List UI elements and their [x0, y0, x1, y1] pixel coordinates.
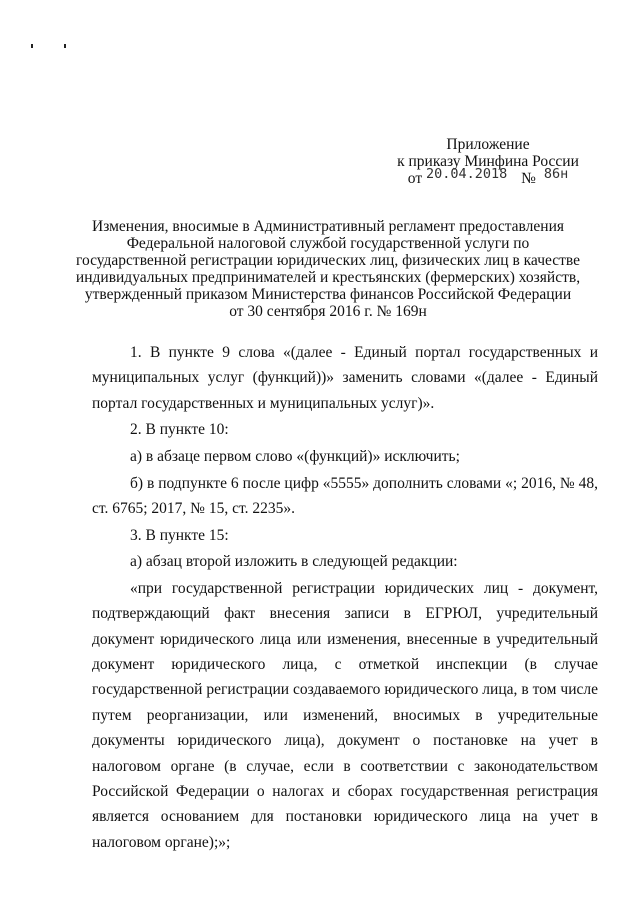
title-line: Федеральной налоговой службой государственной услуги по: [126, 235, 530, 252]
number-sign: №: [521, 170, 536, 187]
item-2-subitem-a: а) в абзаце первом слово «(функций)» исключить;: [130, 448, 460, 465]
title-line: Изменения, вносимые в Административный регламент предоставления: [92, 218, 564, 235]
title-line: индивидуальных предпринимателей и крестьянских (фермерских) хозяйств,: [75, 269, 581, 286]
item-1-paragraph: 1. В пункте 9 слова «(далее - Единый портал государственных и муниципальных услуг (функций))» заменить словами «(далее - Единый портал государственных и муниципальных услуг)».: [92, 344, 598, 412]
title-line: от 30 сентября 2016 г. № 169н: [229, 303, 427, 320]
item-2-heading: 2. В пункте 10:: [130, 421, 229, 439]
document-title: [72, 218, 584, 320]
order-reference: к приказу Минфина России: [397, 153, 579, 170]
item-2-subitem-b: б) в подпункте 6 после цифр «5555» дополнить словами «; 2016, № 48, ст. 6765; 2017, № 15, ст. 2235».: [92, 474, 598, 517]
item-3-quoted-text: «при государственной регистрации юридических лиц - документ, подтверждающий факт внесения записи в ЕГРЮЛ, учредительный документ юридического лица или изменения, внесенные в учредительный документ юридического лица, с отметкой инспекции (в случае государственной регистрации создаваемого юридического лица, в том числе путем реорганизации, или изменений, вносимых в учредительные документы юридического лица), документ о постановке на учет в налоговом органе (в случае, если в соответствии с законодательством Российской Федерации о налогах и сборах государственная регистрация является основанием для постановки юридического лица на учет в налоговом органе);»;: [92, 579, 598, 851]
date-prefix: от: [407, 170, 423, 187]
order-number-stamp: 86н: [543, 166, 569, 182]
scan-speck: [31, 44, 33, 48]
item-3-heading: 3. В пункте 15:: [130, 526, 229, 544]
order-date-stamp: 20.04.2018: [425, 166, 508, 182]
appendix-title: Приложение: [446, 136, 530, 153]
title-line: государственной регистрации юридических лиц, физических лиц в качестве: [75, 252, 581, 269]
document-body: [92, 340, 598, 856]
title-line: утвержденный приказом Министерства финансов Российской Федерации: [84, 286, 572, 303]
order-date-line: [388, 166, 588, 188]
scan-speck: [64, 44, 66, 48]
item-3-subitem-a: а) абзац второй изложить в следующей редакции:: [130, 553, 458, 571]
appendix-header: [388, 136, 588, 188]
